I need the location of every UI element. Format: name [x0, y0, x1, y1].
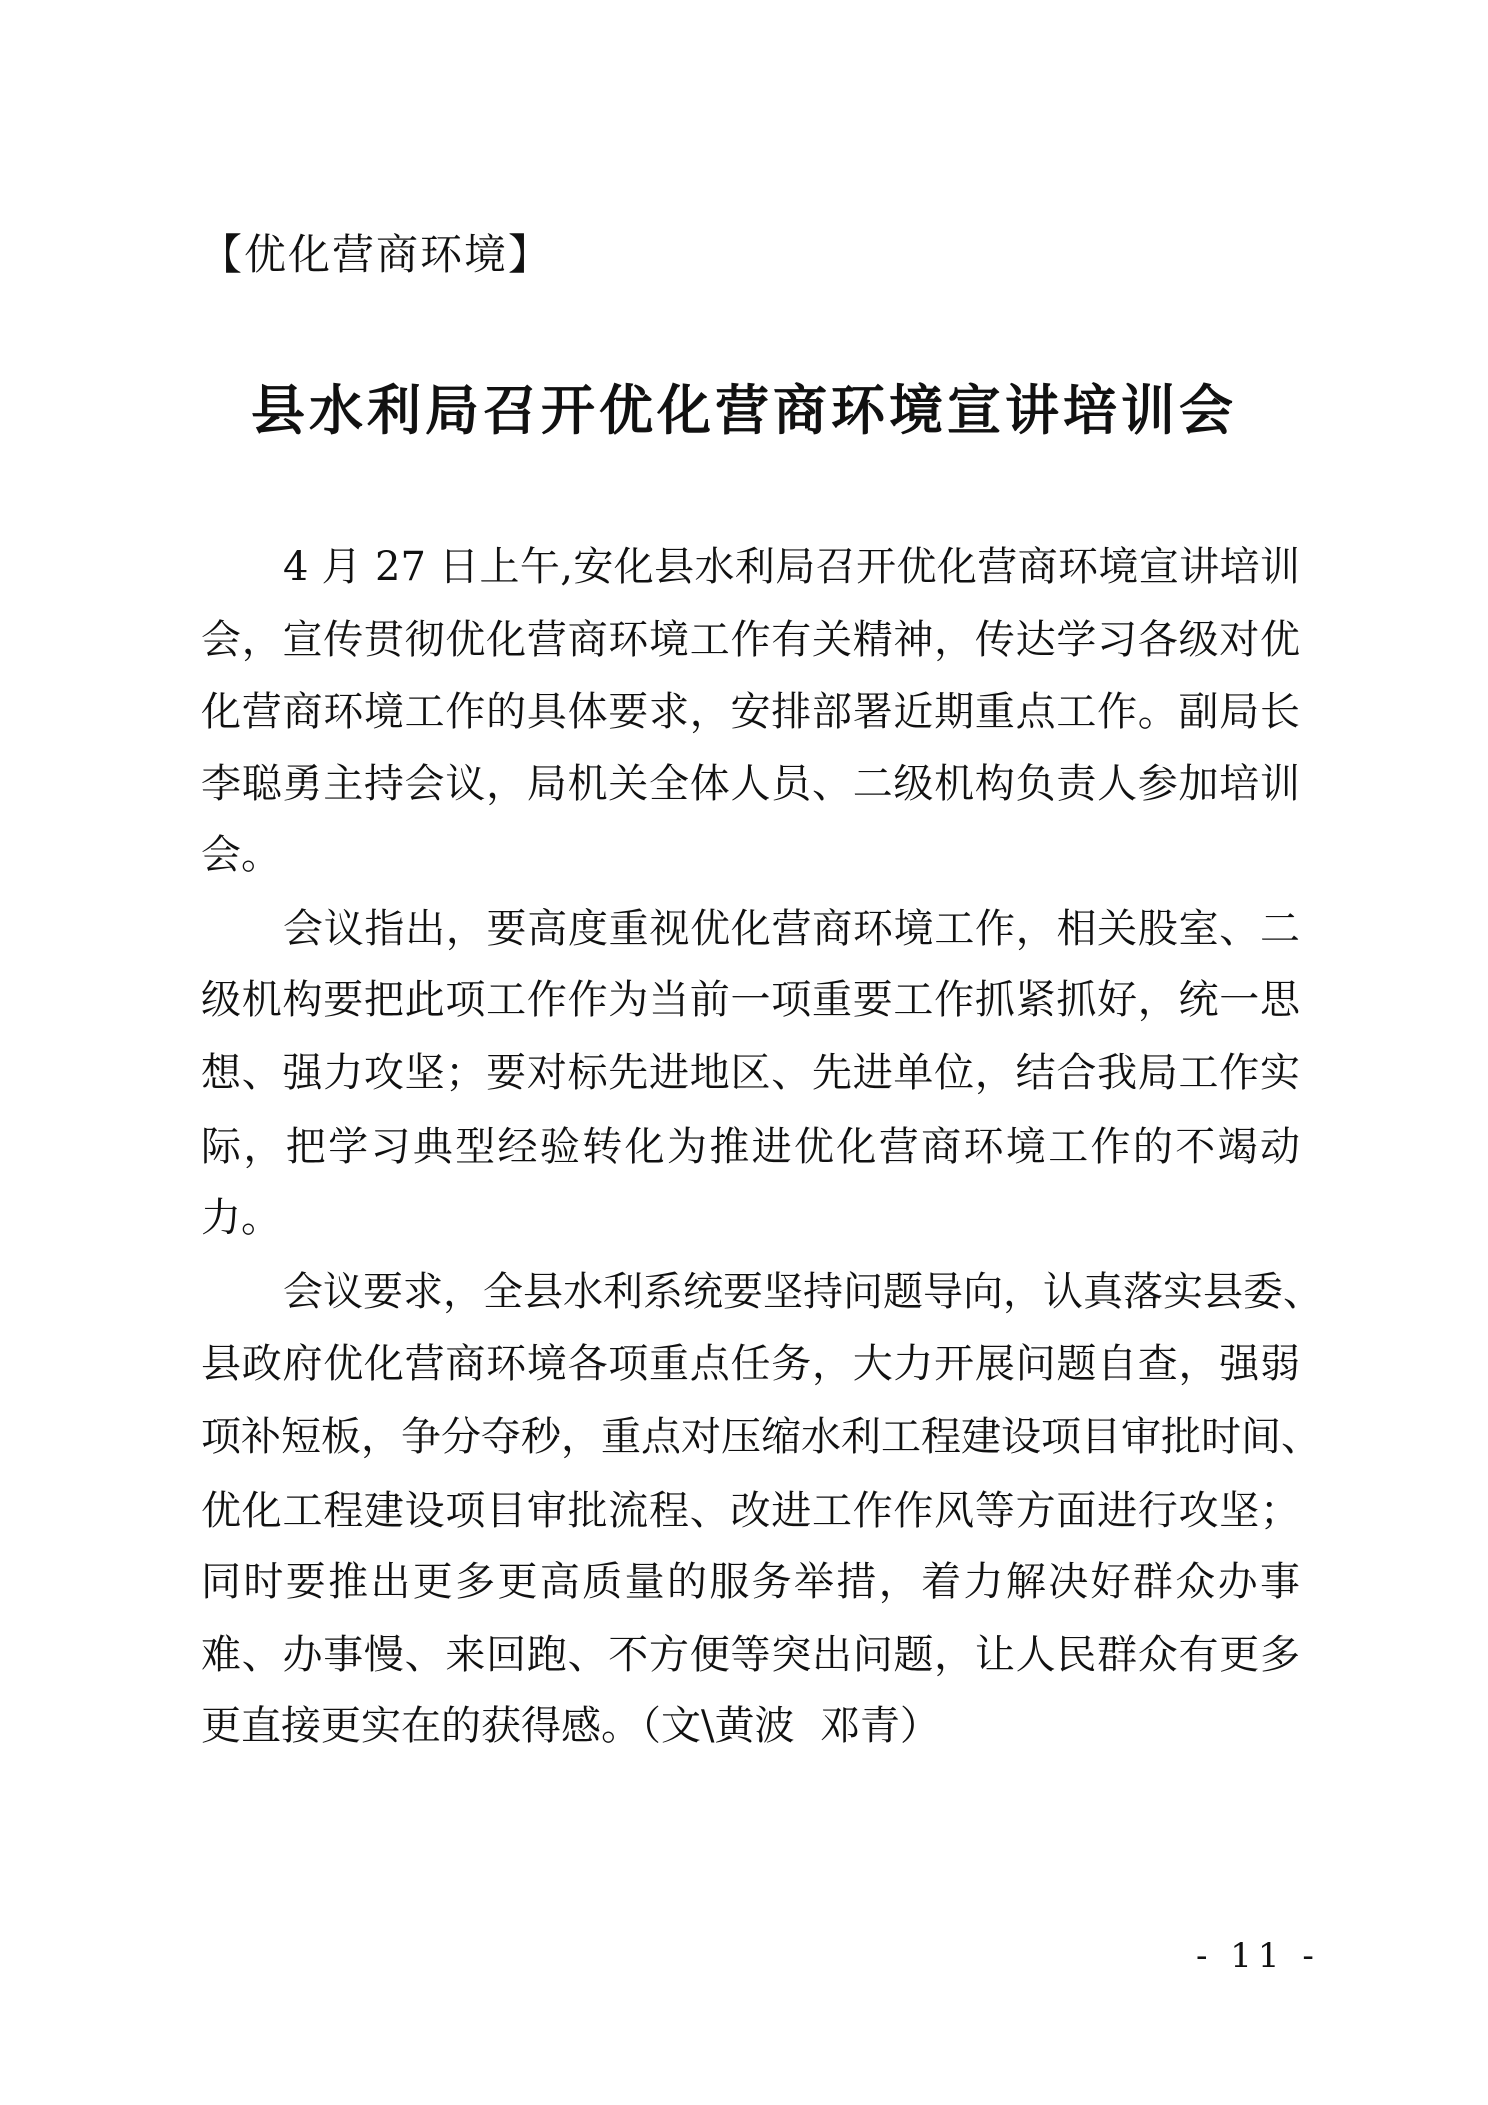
text-line: 优化工程建设项目审批流程、改进工作作风等方面进行攻坚；: [201, 1488, 1300, 1534]
section-tag: 【优化营商环境】: [200, 230, 553, 279]
text-line: 化营商环境工作的具体要求，安排部署近期重点工作。副局长: [201, 689, 1300, 735]
text-line: 同时要推出更多更高质量的服务举措，着力解决好群众办事: [201, 1559, 1300, 1605]
text-line: 会。: [201, 832, 281, 878]
text-line: 项补短板，争分夺秒，重点对压缩水利工程建设项目审批时间、: [201, 1414, 1321, 1460]
text-line: 级机构要把此项工作作为当前一项重要工作抓紧抓好，统一思: [201, 977, 1300, 1023]
text-line: 李聪勇主持会议，局机关全体人员、二级机构负责人参加培训: [201, 761, 1300, 807]
text-line: 县政府优化营商环境各项重点任务，大力开展问题自查，强弱: [201, 1341, 1300, 1387]
page-number: - 11 -: [1196, 1936, 1320, 1976]
text-line: 会议指出，要高度重视优化营商环境工作，相关股室、二: [283, 906, 1300, 952]
text-line: 想、强力攻坚；要对标先进地区、先进单位，结合我局工作实: [201, 1050, 1300, 1096]
text-line: 力。: [201, 1195, 281, 1241]
text-line: 会议要求，全县水利系统要坚持问题导向，认真落实县委、: [283, 1269, 1323, 1315]
article-title: 县水利局召开优化营商环境宣讲培训会: [251, 378, 1237, 442]
text-line: 更直接更实在的获得感。（文\黄波 邓青）: [201, 1703, 940, 1749]
text-line: 难、办事慢、来回跑、不方便等突出问题，让人民群众有更多: [201, 1632, 1300, 1678]
text-line: 会，宣传贯彻优化营商环境工作有关精神，传达学习各级对优: [201, 617, 1300, 663]
text-line: 际，把学习典型经验转化为推进优化营商环境工作的不竭动: [201, 1124, 1300, 1170]
text-line: 4 月 27 日上午,安化县水利局召开优化营商环境宣讲培训: [283, 544, 1300, 590]
